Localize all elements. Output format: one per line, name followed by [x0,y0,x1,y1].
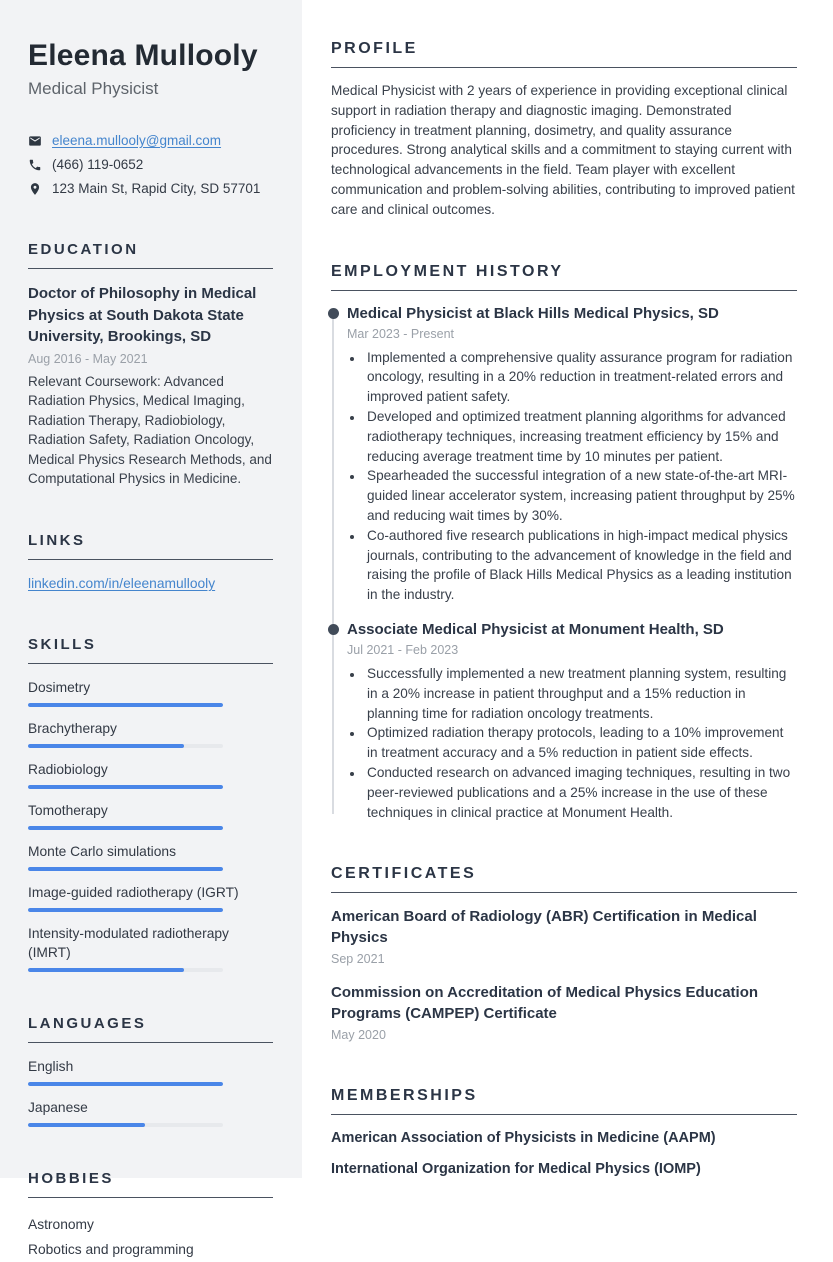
skills-section [28,635,273,972]
skill-bar-track [28,867,223,871]
skill-bar-track [28,785,223,789]
certificates-list [331,906,797,1044]
job-bullet-list [347,348,797,605]
location-pin-icon [28,182,42,196]
skill-item [28,801,273,830]
skill-item [28,842,273,871]
skill-bar-fill [28,968,184,972]
contact-address-row [28,180,273,198]
job-bullet: • Conducted research on advanced imaging techniques, resulting in two peer-reviewed publications and a 25% increase in the use of these techniques in clinical practice at Monument Health. [364,763,797,822]
contact-block [28,132,273,198]
skill-bar-track [28,826,223,830]
skill-item [28,924,273,972]
links-section [28,531,273,593]
languages-section [28,1014,273,1127]
linkedin-link[interactable]: linkedin.com/in/eleenamullooly [28,576,216,592]
certificate-title: American Board of Radiology (ABR) Certification in Medical Physics [331,908,757,947]
job-bullet: • Co-authored five research publications in high-impact medical physics journals, contributing to the advancement of knowledge in the field and raising the profile of Black Hills Medical Physics as a leading institution in the industry. [364,526,797,605]
memberships-heading: MEMBERSHIPS [331,1085,797,1115]
timeline-dot-icon [328,308,339,319]
timeline-line [332,310,334,815]
contact-email-row [28,132,273,150]
language-bar-track [28,1082,223,1086]
skill-bar-track [28,968,223,972]
contact-phone-row [28,156,273,174]
email-link[interactable]: eleena.mullooly@gmail.com [52,133,222,148]
skill-label: Monte Carlo simulations [28,844,176,860]
skill-bar-fill [28,908,223,912]
skill-item [28,678,273,707]
links-heading: LINKS [28,531,273,560]
skill-item [28,883,273,912]
link-item [28,574,273,593]
skill-bar-track [28,703,223,707]
hobbies-list [28,1212,273,1262]
job-bullet: • Successfully implemented a new treatment planning system, resulting in a 20% increase in patient throughput and a 15% reduction in planning time for radiation oncology treatments. [364,664,797,723]
hobby-item: Robotics and programming [28,1242,194,1258]
skill-bar-fill [28,703,223,707]
job-date: Mar 2023 - Present [347,326,454,341]
language-item [28,1098,273,1127]
job-bullet: • Implemented a comprehensive quality assurance program for radiation oncology, resulting in a 20% reduction in treatment-related errors and improved patient safety. [364,348,797,407]
language-label: English [28,1059,74,1075]
job-entry [347,304,797,605]
languages-heading: LANGUAGES [28,1014,273,1043]
membership-item: American Association of Physicists in Medicine (AAPM) [331,1130,716,1147]
hobby-item: Astronomy [28,1217,94,1233]
job-bullet: • Spearheaded the successful integration of a new state-of-the-art MRI-guided linear accelerator system, increasing patient throughput by 25% and reducing wait times by 30%. [364,466,797,525]
phone-number: (466) 119-0652 [52,157,144,172]
languages-list [28,1057,273,1127]
phone-icon [28,158,42,172]
skill-label: Tomotherapy [28,803,108,819]
profile-text: Medical Physicist with 2 years of experience in providing exceptional clinical support in radiation therapy and diagnostic imaging. Demonstrated proficiency in treatment planning, dosimetry, and quality assurance procedures. Strong analytical skills and a commitment to staying current with technological advancements in the field. Team player with excellent communication and problem-solving abilities, contributing to improved patient care and clinical outcomes. [331,83,795,217]
job-title: Medical Physicist at Black Hills Medical Physics, SD [347,304,719,322]
skill-label: Brachytherapy [28,721,117,737]
job-bullet-list [347,664,797,822]
sidebar [0,0,302,1258]
memberships-section [331,1085,797,1179]
skill-item [28,760,273,789]
address: 123 Main St, Rapid City, SD 57701 [52,181,261,196]
skill-label: Intensity-modulated radiotherapy (IMRT) [28,926,229,961]
language-bar-fill [28,1123,145,1127]
education-description: Relevant Coursework: Advanced Radiation Physics, Medical Imaging, Radiation Therapy, Radiobiology, Radiation Safety, Radiation Oncology, Medical Physics Research Methods, and Computational Physics in Medicine. [28,373,272,487]
certificate-date: Sep 2021 [331,952,385,967]
employment-section [331,261,797,823]
certificate-item [331,982,797,1044]
person-job-title: Medical Physicist [28,79,159,98]
hobbies-heading: HOBBIES [28,1169,273,1198]
employment-heading: EMPLOYMENT HISTORY [331,261,797,291]
skill-bar-fill [28,826,223,830]
language-bar-fill [28,1082,223,1086]
certificates-section [331,863,797,1044]
job-entry [347,620,797,822]
main-column [302,0,833,1178]
certificate-date: May 2020 [331,1028,386,1043]
memberships-list [331,1128,797,1179]
links-list [28,574,273,593]
skill-bar-fill [28,785,223,789]
skill-bar-track [28,908,223,912]
membership-item: International Organization for Medical Physics (IOMP) [331,1161,701,1178]
certificate-item [331,906,797,968]
education-degree: Doctor of Philosophy in Medical Physics at South Dakota State University, Brookings, SD [28,285,257,345]
skill-bar-fill [28,867,223,871]
certificates-heading: CERTIFICATES [331,863,797,893]
language-item [28,1057,273,1086]
job-date: Jul 2021 - Feb 2023 [347,642,459,657]
skills-heading: SKILLS [28,635,273,664]
timeline-dot-icon [328,624,339,635]
skill-item [28,719,273,748]
education-section [28,240,273,489]
skill-label: Dosimetry [28,680,91,696]
email-icon [28,134,42,148]
certificate-title: Commission on Accreditation of Medical Physics Education Programs (CAMPEP) Certificate [331,984,759,1023]
profile-section [331,38,797,220]
hobbies-section [28,1169,273,1262]
jobs-timeline [331,304,797,823]
skill-bar-track [28,744,223,748]
skill-label: Image-guided radiotherapy (IGRT) [28,885,239,901]
job-title: Associate Medical Physicist at Monument Health, SD [347,620,724,638]
skills-list [28,678,273,972]
profile-heading: PROFILE [331,38,797,68]
language-label: Japanese [28,1100,88,1116]
person-name: Eleena Mullooly [28,39,258,72]
job-bullet: • Developed and optimized treatment planning algorithms for advanced radiotherapy techniques, increasing treatment efficiency by 15% and reducing average treatment time by 10 minutes per patient. [364,407,797,466]
skill-bar-fill [28,744,184,748]
education-heading: EDUCATION [28,240,273,269]
education-date: Aug 2016 - May 2021 [28,351,148,366]
job-bullet: • Optimized radiation therapy protocols, leading to a 10% improvement in treatment accuracy and a 5% reduction in patient side effects. [364,723,797,763]
skill-label: Radiobiology [28,762,108,778]
language-bar-track [28,1123,223,1127]
